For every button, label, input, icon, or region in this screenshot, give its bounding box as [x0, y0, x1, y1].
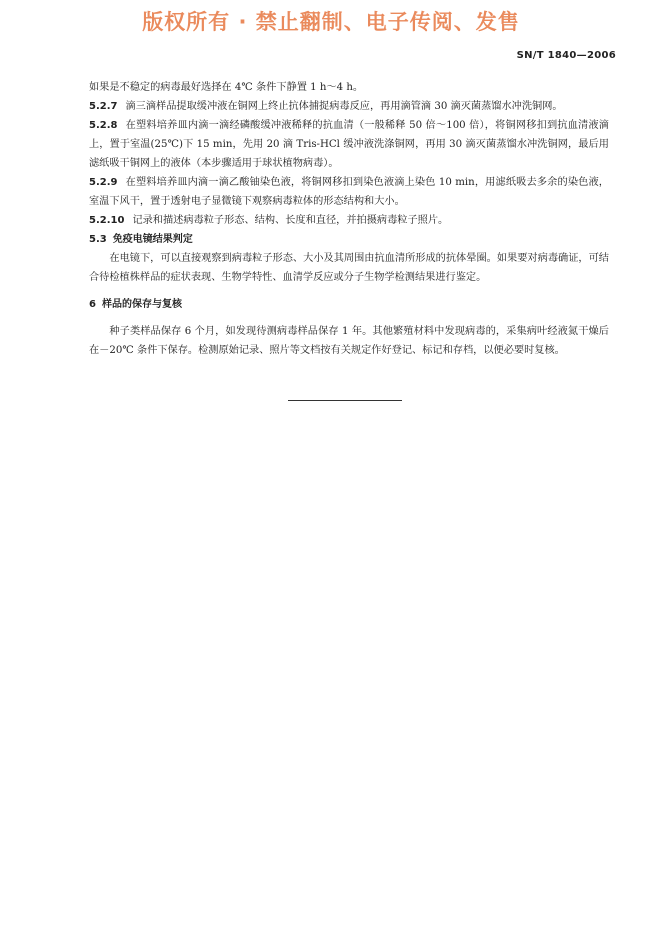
spacer: [89, 314, 609, 322]
clause-text: 记录和描述病毒粒子形态、结构、长度和直径，并拍摄病毒粒子照片。: [132, 215, 449, 226]
clause-text: 滴三滴样品提取缓冲液在铜网上终止抗体捕捉病毒反应，再用滴管滴 30 滴灭菌蒸馏水冲洗铜网。: [125, 101, 563, 112]
clause-5-2-7: [89, 97, 609, 116]
document-body: [89, 78, 609, 360]
section-heading-6: [89, 295, 609, 314]
clause-number: 5.2.7: [89, 101, 118, 112]
section-title: 免疫电镜结果判定: [112, 234, 193, 245]
clause-number: 5.2.8: [89, 120, 118, 131]
clause-number: 5.2.10: [89, 215, 125, 226]
clause-number: 5.2.9: [89, 177, 118, 188]
end-divider: [288, 400, 402, 401]
spacer: [89, 287, 609, 295]
section-number: 6: [89, 299, 96, 310]
paragraph-continuation: 如果是不稳定的病毒最好选择在 4℃ 条件下静置 1 h～4 h。: [89, 82, 364, 93]
section-heading-5-3: [89, 230, 609, 249]
paragraph-5-3: 在电镜下，可以直接观察到病毒粒子形态、大小及其周围由抗血清所形成的抗体晕圈。如果要对病毒确证，可结合待检植株样品的症状表现、生物学特性、血清学反应或分子生物学检测结果进行鉴定。: [89, 253, 609, 283]
copyright-watermark: 版权所有 · 禁止翻制、电子传阅、发售: [142, 10, 520, 34]
clause-text: 在塑料培养皿内滴一滴经磷酸缓冲液稀释的抗血清（一般稀释 50 倍～100 倍），将铜网移扣到抗血清液滴上，置于室温(25℃)下 15 min，先用 20 滴 Tris-HCl 缓冲液洗涤铜网，再用 30 滴灭菌蒸馏水冲洗铜网，最后用滤纸吸干铜网上的液体（本步骤适用于球状植物病毒）。: [89, 120, 609, 169]
paragraph-6: 种子类样品保存 6 个月，如发现待测病毒样品保存 1 年。其他繁殖材料中发现病毒的，采集病叶经液氮干燥后在－20℃ 条件下保存。检测原始记录、照片等文档按有关规定作好登记、标记和存档，以便必要时复核。: [89, 326, 609, 356]
clause-5-2-8: [89, 116, 609, 173]
standard-code: SN/T 1840—2006: [516, 50, 616, 61]
clause-text: 在塑料培养皿内滴一滴乙酸铀染色液，将铜网移扣到染色液滴上染色 10 min，用滤纸吸去多余的染色液，室温下风干，置于透射电子显微镜下观察病毒粒体的形态结构和大小。: [89, 177, 609, 207]
section-title: 样品的保存与复核: [101, 299, 182, 310]
clause-5-2-9: [89, 173, 609, 211]
clause-5-2-10: [89, 211, 609, 230]
section-number: 5.3: [89, 234, 107, 245]
